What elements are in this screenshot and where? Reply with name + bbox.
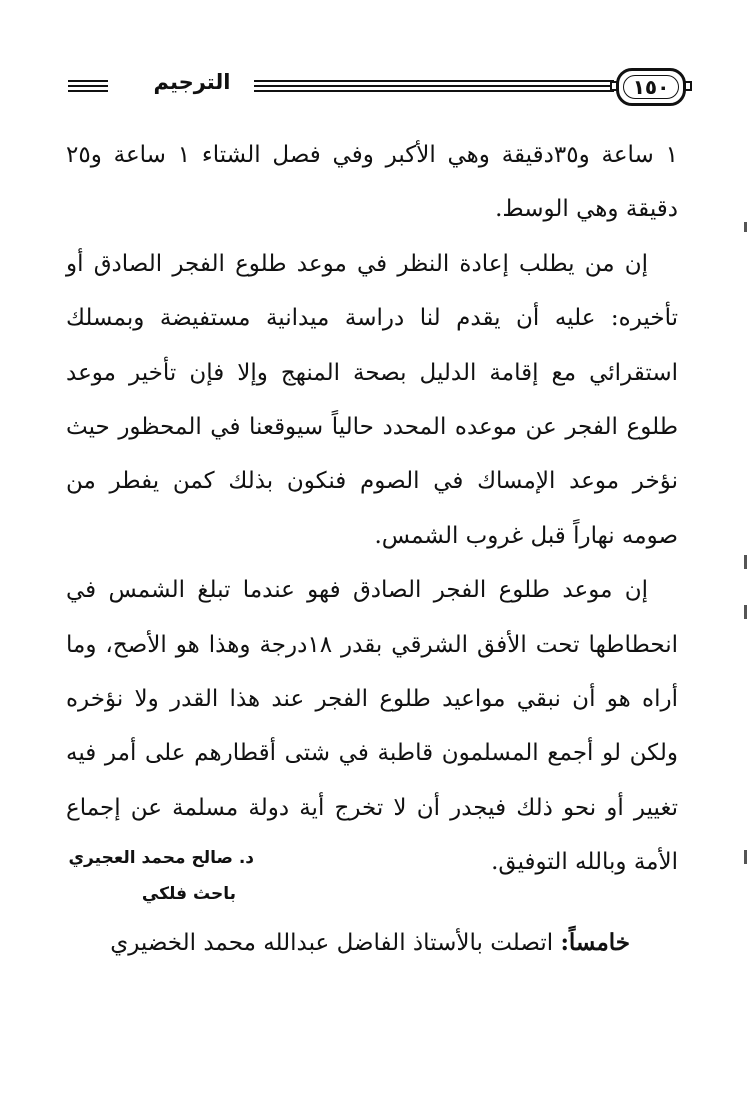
- fifth-point: [56, 918, 630, 968]
- page-number: ١٥٠: [632, 75, 670, 99]
- signature-title: باحث فلكي: [141, 884, 236, 904]
- page-number-frame: [616, 68, 686, 106]
- edge-mark: [744, 555, 747, 569]
- page-header: [62, 68, 692, 112]
- signature-name: د. صالح محمد العجيري: [68, 848, 254, 868]
- paragraph-3: إن موعد طلوع الفجر الصادق فهو عندما تبلغ الشمس في انحطاطها تحت الأفق الشرقي بقدر ١٨درجة وهذا هو الأصح، وما أراه هو أن نبقي مواعيد طلوع الفجر عند هذا القدر ولا نؤخره ولكن لو أجمع المسلمون قاطبة في شتى أقطارهم على أمر فيه تغيير أو نحو ذلك فيجدر أن لا تخرج أية دولة مسلمة عن إجماع الأمة وبالله التوفيق.: [66, 577, 678, 876]
- header-short-rule: [68, 80, 108, 92]
- fifth-point-text: اتصلت بالأستاذ الفاضل عبدالله محمد الخضيري: [110, 930, 561, 956]
- page-number-tab-right: [684, 81, 692, 91]
- paragraph-1: ١ ساعة و٣٥دقيقة وهي الأكبر وفي فصل الشتاء ١ ساعة و٢٥ دقيقة وهي الوسط.: [66, 142, 678, 223]
- edge-mark: [744, 222, 747, 232]
- header-long-rule: [254, 80, 614, 94]
- paragraph-2: إن من يطلب إعادة النظر في موعد طلوع الفجر الصادق أو تأخيره: عليه أن يقدم لنا دراسة ميدانية مستفيضة وبمسلك استقرائي مع إقامة الدليل بصحة المنهج وإلا فإن تأخير موعد طلوع الفجر عن موعده المحدد حالياً سيوقعنا في المحظور حيث نؤخر موعد الإمساك في الصوم فنكون بذلك كمن يفطر من صومه نهاراً قبل غروب الشمس.: [66, 250, 678, 549]
- running-title: الترجيم: [153, 70, 231, 94]
- body-text: [66, 128, 678, 890]
- edge-mark: [744, 605, 747, 619]
- fifth-point-lead: خامساً:: [560, 929, 630, 956]
- edge-mark: [744, 850, 747, 864]
